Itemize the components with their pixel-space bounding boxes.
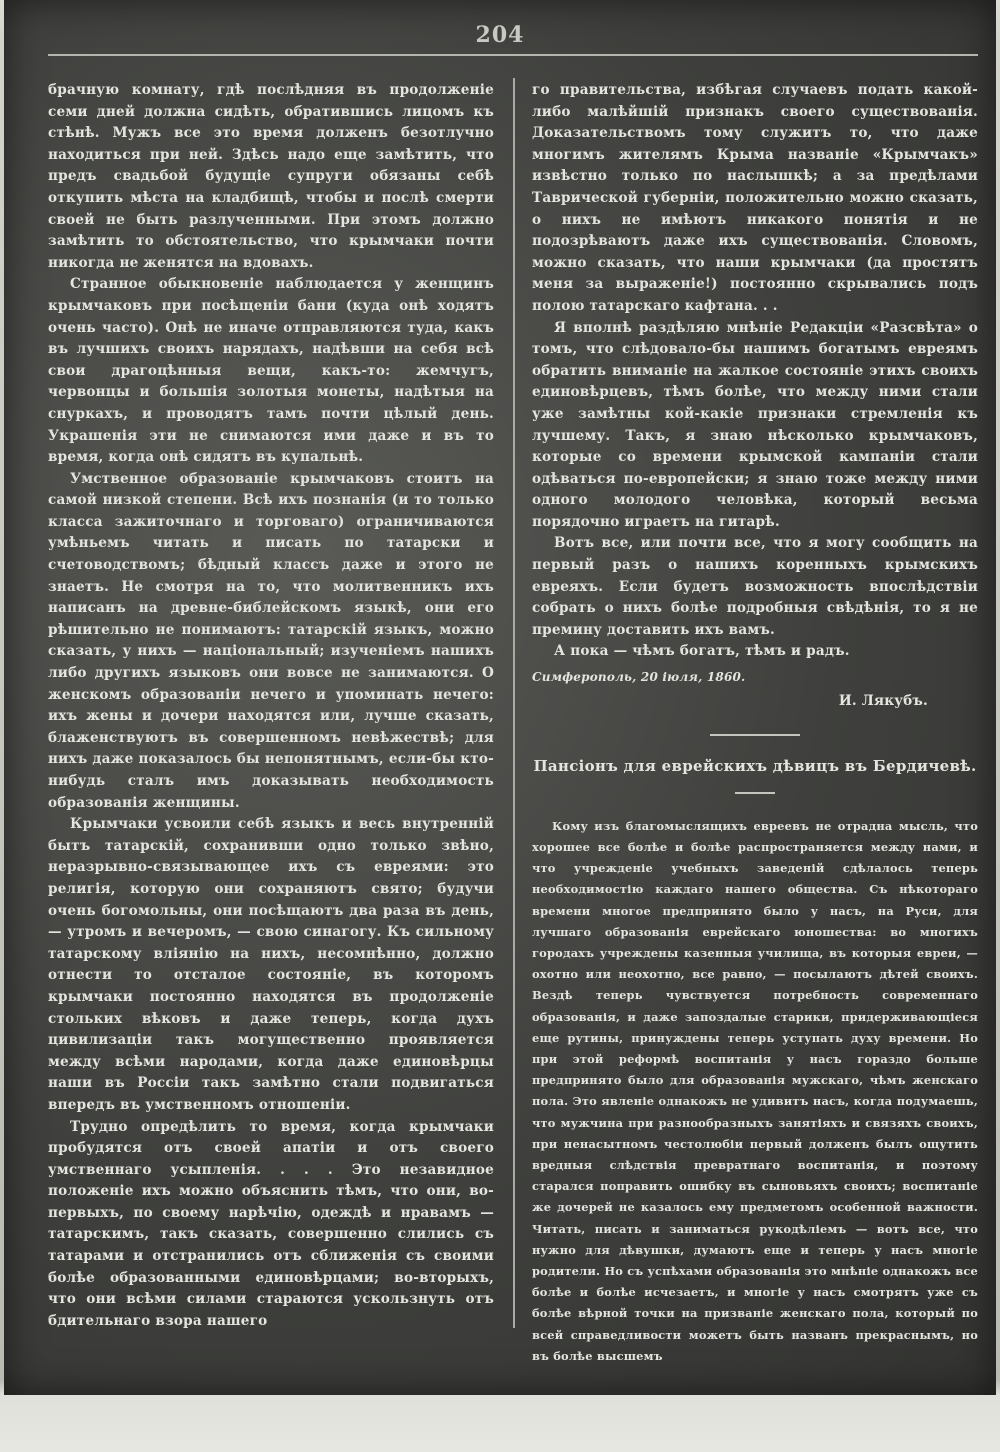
title-underline	[735, 792, 775, 794]
section-title: Пансіонъ для еврейскихъ дѣвицъ въ Бердичевѣ.	[533, 757, 977, 776]
left-paragraph-4: Крымчаки усвоили себѣ языкъ и весь внутренній бытъ татарскій, сохранивши одно только звѣно, неразрывно-связывающее ихъ съ евреями: это религія, которую они сохраняютъ свято; будучи очень богомольны, они посѣщаютъ два раза въ день, — утромъ и вечеромъ, — свою синагогу. Къ сильному татарскому вліянію на нихъ, несомнѣнно, должно отнести то отсталое состояніе, въ которомъ крымчаки постоянно находятся въ продолженіе стольких вѣковъ и даже теперь, когда духъ цивилизаціи такъ могущественно проявляется между всѣми народами, когда даже единовѣрцы наши въ Россіи такъ замѣтно стали подвигаться впередъ въ умственномъ отношеніи.	[48, 816, 494, 1113]
signature: И. Лякубъ.	[838, 692, 928, 709]
header-rule	[48, 54, 978, 56]
newspaper-page	[4, 0, 996, 1395]
section-rule	[710, 734, 800, 736]
section-body	[532, 816, 978, 1367]
right-paragraph-4: А пока — чѣмъ богатъ, тѣмъ и радъ.	[554, 643, 850, 660]
right-paragraph-3: Вотъ все, или почти все, что я могу сообщить на первый разъ о нашихъ коренныхъ крымскихъ евреяхъ. Если будетъ возможность впослѣдствіи собрать о нихъ болѣе подробныя свѣдѣнія, то я не премину доставить ихъ вамъ.	[532, 535, 978, 638]
section-paragraph-1: Кому изъ благомыслящихъ евреевъ не отрадна мысль, что хорошее все болѣе и болѣе распространяется между нами, и что учрежденіе учебныхъ заведеній сдѣлалось теперь необходимостію каждаго нашего общества. Съ нѣкотораго времени многое предпринято было у насъ, на Руси, для лучшаго образованія еврейскаго юношества: во многихъ городахъ учреждены казенныя училища, въ которыя евреи, — охотно или неохотно, все равно, — посылаютъ дѣтей своихъ. Вездѣ теперь чувствуется потребность современнаго образованія, и даже запоздалые старики, придерживающіеся еще рутины, принуждены теперь уступать духу времени. Но при этой реформѣ воспитанія у насъ гораздо больше предпринято было для образованія мужскаго, чѣмъ женскаго пола. Это явленіе однакожъ не удивитъ насъ, когда подумаешь, что мужчина при разнообразныхъ занятіяхъ и связяхъ своихъ, при ненасытномъ честолюбіи первый долженъ былъ ощутить вредныя слѣдствія превратнаго воспитанія, и поэтому старался поправить ошибку въ сыновьяхъ своихъ; воспитаніе же дочерей не казалось ему предметомъ особенной важности. Читать, писать и заниматься рукодѣліемъ — вотъ все, что нужно для дѣвушки, думаютъ еще и теперь у насъ многіе родители. Но съ успѣхами образованія это мнѣніе однакожъ все болѣе и болѣе исчезаетъ, и многіе у насъ смотрятъ уже съ болѣе вѣрной точки на призваніе женскаго пола, который по всей справедливости можетъ быть названъ прекраснымъ, но въ болѣе высшемъ	[532, 818, 978, 1363]
left-paragraph-3: Умственное образованіе крымчаковъ стоитъ на самой низкой степени. Всѣ ихъ познанія (и то только класса зажиточнаго и торговаго) ограничиваются умѣньемъ читать и писать по татарски и счетоводствомъ; бѣдный классъ даже и этого не знаетъ. Не смотря на то, что молитвенникъ ихъ написанъ на древне-библейскомъ языкѣ, они его рѣшительно не понимаютъ: татарскій языкъ, можно сказать, у нихъ — національный; изученіемъ нашихъ либо другихъ языковъ они вовсе не занимаются. О женскомъ образованіи нечего и упоминать нечего: ихъ жены и дочери находятся или, лучше сказать, блаженствуютъ въ совершенномъ невѣжествѣ; для нихъ даже показалось бы непонятнымъ, если-бы кто-нибудь сталъ имъ доказывать необходимость образованія женщины.	[48, 470, 494, 811]
left-column	[48, 80, 494, 1332]
dateline: Симферополь, 20 іюля, 1860.	[532, 670, 746, 685]
page-number: 204	[475, 22, 525, 48]
left-paragraph-2: Странное обыкновеніе наблюдается у женщинъ крымчаковъ при посѣщеніи бани (куда онѣ ходятъ очень часто). Онѣ не иначе отправляются туда, какъ въ лучшихъ своихъ нарядахъ, надѣвши на себя всѣ свои драгоцѣнныя вещи, какъ-то: жемчугъ, червонцы и большія золотыя монеты, надѣтыя на снуркахъ, и проводятъ тамъ почти цѣлый день. Украшенія эти не снимаются ими даже и въ то время, когда онѣ сидятъ въ купальнѣ.	[48, 276, 494, 466]
column-divider	[513, 78, 515, 1328]
left-paragraph-5: Трудно опредѣлить то время, когда крымчаки пробудятся отъ своей апатіи и отъ своего умственнаго усыпленія. . . . Это незавидное положеніе ихъ можно объяснить тѣмъ, что они, во-первыхъ, по своему нарѣчію, одеждѣ и нравамъ — татарскимъ, такъ сказать, совершенно слились съ татарами и отстранились отъ сближенія съ своими болѣе образованными единовѣрцами; во-вторыхъ, что они всѣми силами стараются ускользнуть отъ бдительнаго взора нашего	[48, 1118, 494, 1329]
right-paragraph-1: го правительства, избѣгая случаевъ подать какой-либо малѣйшій признакъ своего существованія. Доказательствомъ тому служитъ то, что даже многимъ жителямъ Крыма названіе «Крымчакъ» извѣстно только по наслышкѣ; а за предѣлами Таврической губерніи, положительно можно сказать, о нихъ не имѣютъ никакого понятія и не подозрѣваютъ даже ихъ существованія. Словомъ, можно сказать, что наши крымчаки (да простятъ меня за выраженіе!) постоянно скрывались подъ полою татарскаго кафтана. . .	[532, 82, 978, 314]
right-paragraph-2: Я вполнѣ раздѣляю мнѣніе Редакціи «Разсвѣта» о томъ, что слѣдовало-бы нашимъ богатымъ евреямъ обратить вниманіе на жалкое состояніе этихъ своихъ единовѣрцевъ, тѣмъ болѣе, что между ними стали уже замѣтны кой-какіе признаки стремленія къ лучшему. Такъ, я знаю нѣсколько крымчаковъ, которые со времени крымской кампаніи стали одѣваться по-европейски; я знаю тоже между ними одного молодого человѣка, который весьма порядочно играетъ на гитарѣ.	[532, 319, 978, 530]
left-paragraph-1: брачную комнату, гдѣ послѣдняя въ продолженіе семи дней должна сидѣть, обратившись лицомъ къ стѣнѣ. Мужъ все это время долженъ безотлучно находиться при ней. Здѣсь надо еще замѣтить, что предъ свадьбой будущіе супруги обязаны себѣ откупить мѣста на кладбищѣ, чтобы и послѣ смерти своей не быть разлученными. При этомъ должно замѣтить то обстоятельство, что крымчаки почти никогда не женятся на вдовахъ.	[48, 82, 494, 271]
right-column	[532, 80, 978, 1367]
dateline-row	[532, 667, 978, 689]
